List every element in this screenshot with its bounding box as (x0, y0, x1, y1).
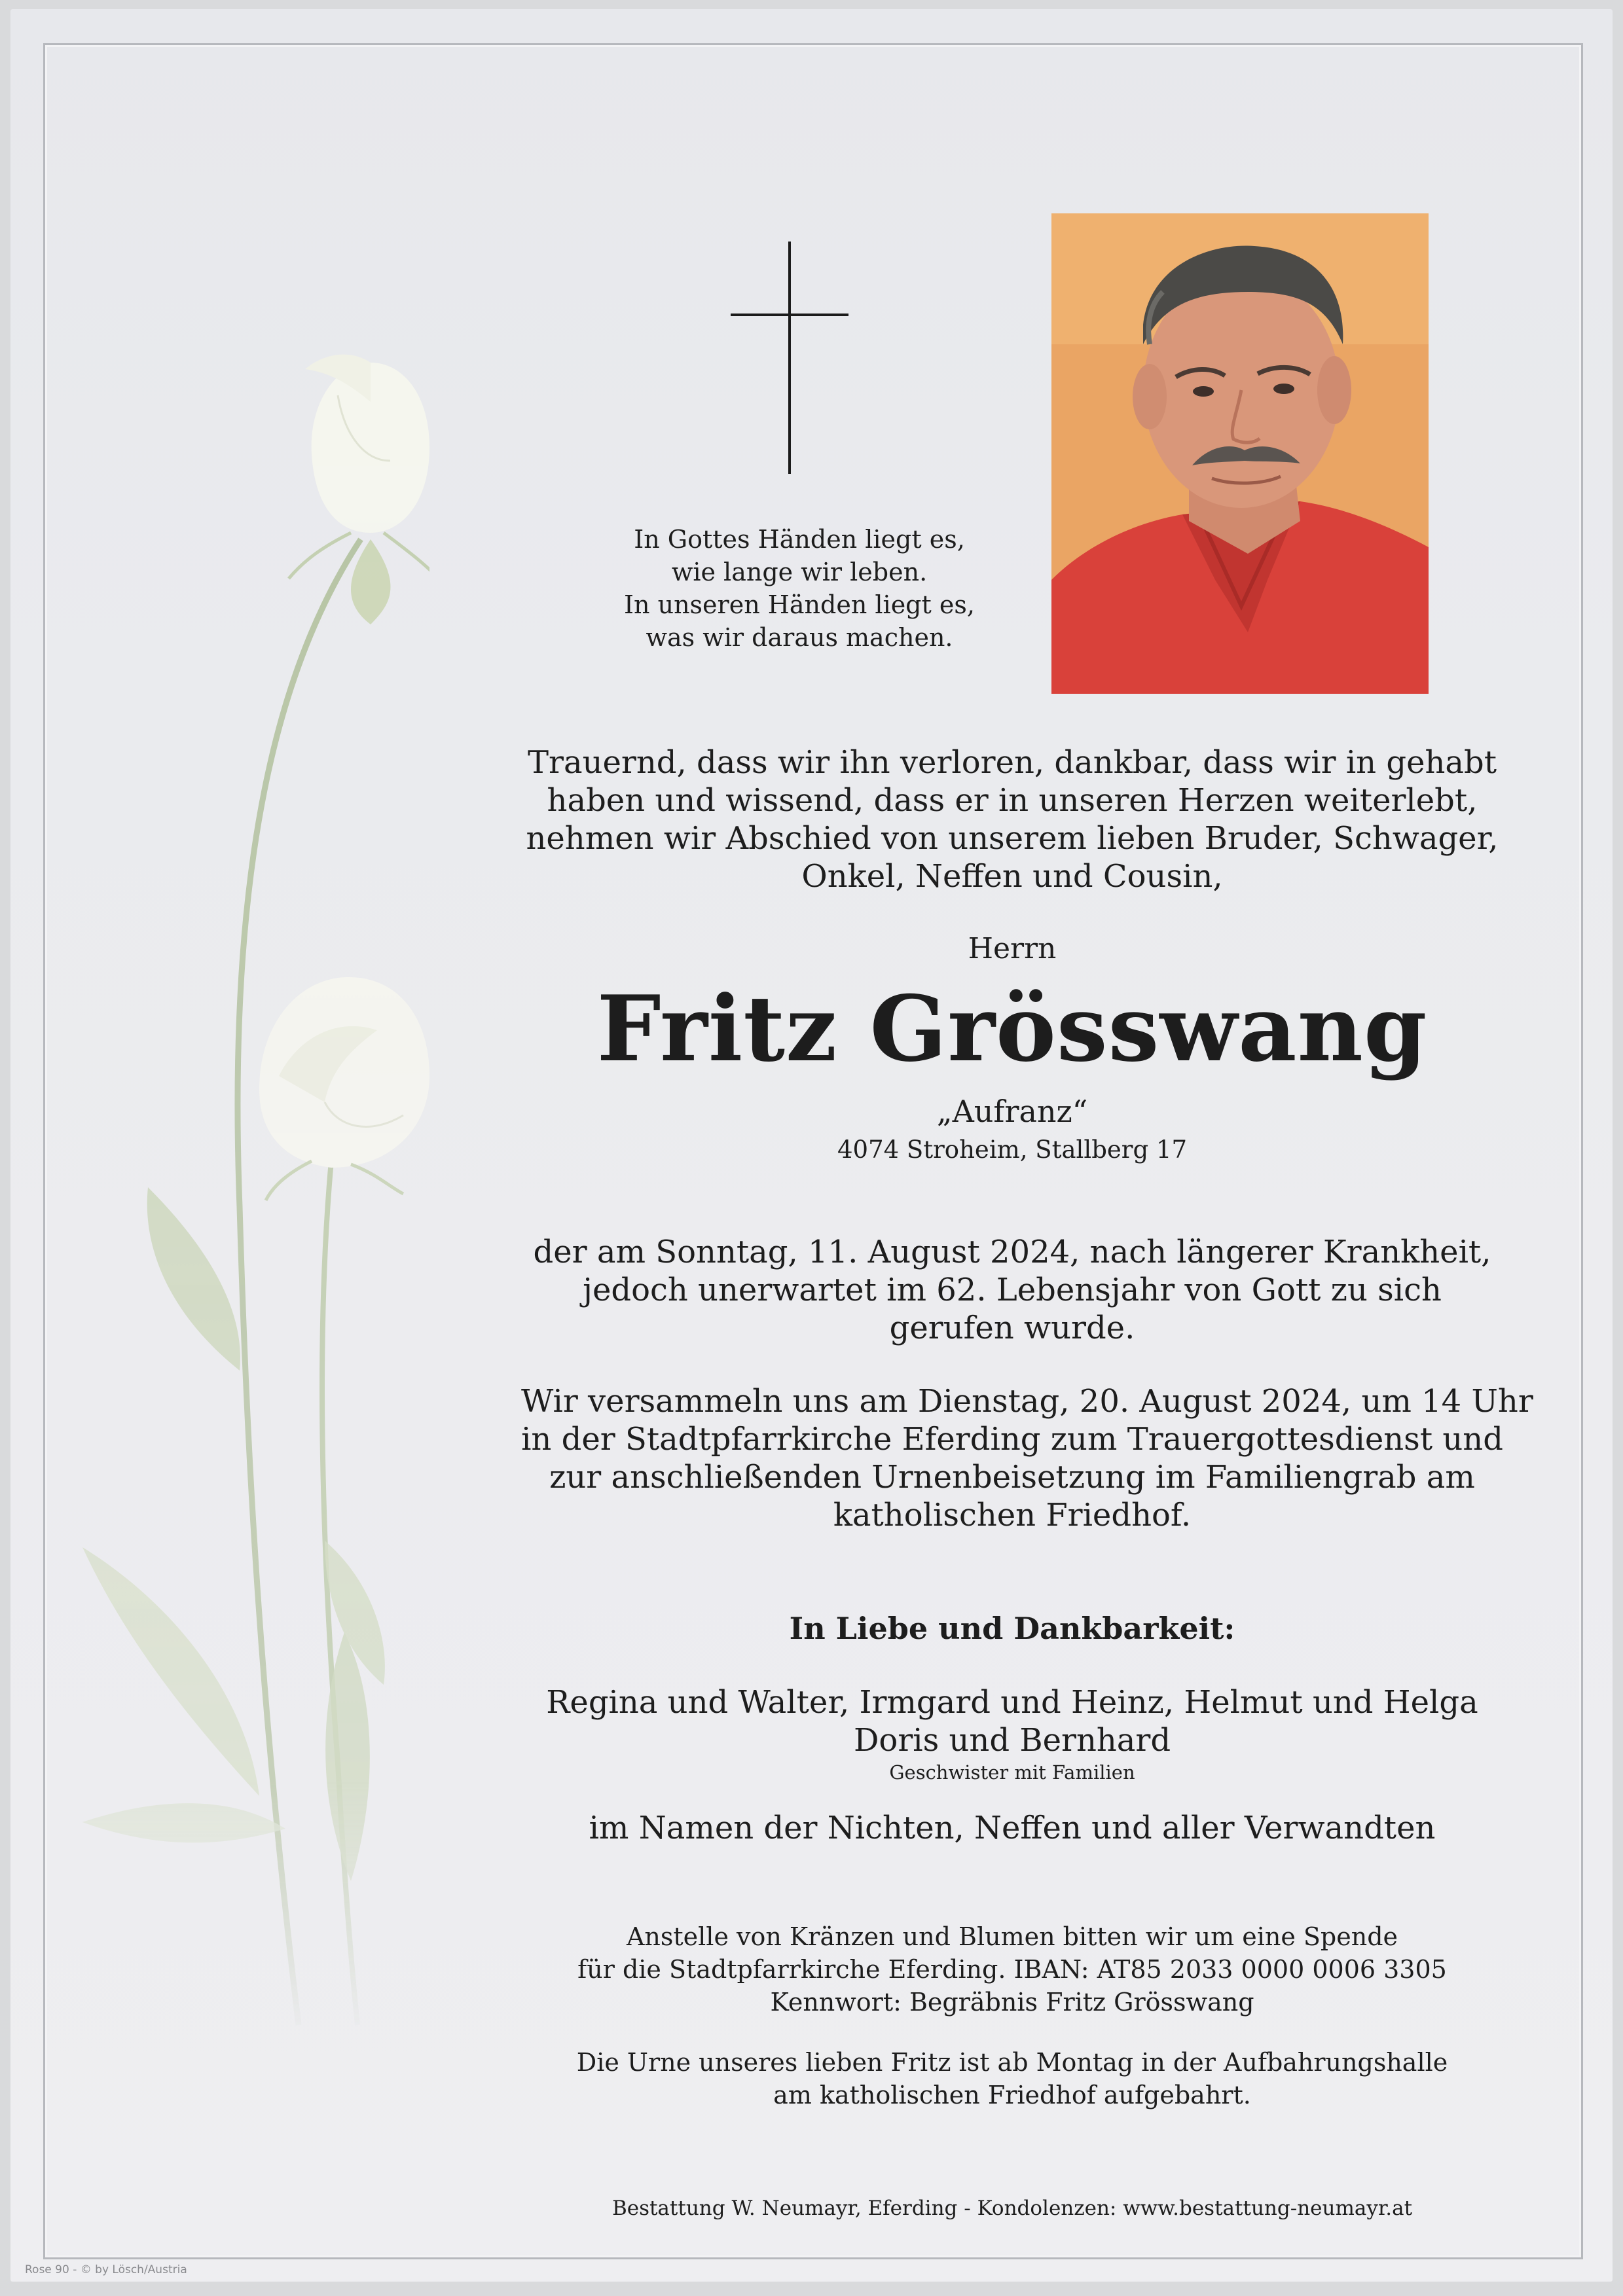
motto-line: In unseren Händen liegt es, (624, 590, 975, 619)
motto-line: In Gottes Händen liegt es, (634, 525, 965, 554)
urn-notice (521, 2046, 1503, 2111)
image-credit: Rose 90 - © by Lösch/Austria (25, 2263, 187, 2276)
urn-line: am katholischen Friedhof aufgebahrt. (773, 2081, 1251, 2109)
nickname: „Aufranz“ (936, 1094, 1088, 1129)
service-notice (521, 1382, 1533, 1534)
mourners-note: Geschwister mit Familien (889, 1761, 1135, 1784)
donation-notice (521, 1920, 1503, 2018)
cross-icon (731, 242, 848, 477)
death-line: der am Sonntag, 11. August 2024, nach längerer Krankheit, (533, 1234, 1491, 1270)
mourners-line: Doris und Bernhard (853, 1722, 1171, 1759)
address: 4074 Stroheim, Stallberg 17 (837, 1136, 1187, 1164)
motto (570, 523, 1029, 654)
urn-line: Die Urne unseres lieben Fritz ist ab Montag in der Aufbahrungshalle (576, 2048, 1448, 2077)
mourners-names (521, 1683, 1503, 1759)
mourners-line: Regina und Walter, Irmgard und Heinz, Helmut und Helga (546, 1684, 1478, 1721)
intro-line: Trauernd, dass wir ihn verloren, dankbar, dass wir in gehabt (527, 744, 1497, 781)
intro-paragraph (521, 744, 1503, 895)
death-line: jedoch unerwartet im 62. Lebensjahr von Gott zu sich (583, 1272, 1442, 1308)
funeral-home-footer: Bestattung W. Neumayr, Eferding - Kondolenzen: www.bestattung-neumayr.at (611, 2197, 1413, 2220)
service-line: katholischen Friedhof. (833, 1497, 1192, 1534)
donation-line: Anstelle von Kränzen und Blumen bitten wir um eine Spende (626, 1922, 1398, 1951)
mourners-heading: In Liebe und Dankbarkeit: (789, 1611, 1235, 1646)
intro-line: nehmen wir Abschied von unserem lieben Bruder, Schwager, (526, 820, 1499, 857)
portrait-photo (1051, 213, 1429, 694)
intro-line: Onkel, Neffen und Cousin, (801, 858, 1223, 895)
motto-line: wie lange wir leben. (671, 558, 928, 586)
motto-line: was wir daraus machen. (646, 623, 953, 652)
death-line: gerufen wurde. (889, 1310, 1135, 1346)
obituary-sheet (10, 9, 1613, 2282)
relatives-line: im Namen der Nichten, Neffen und aller Verwandten (589, 1810, 1436, 1846)
donation-line: für die Stadtpfarrkirche Eferding. IBAN: AT85 2033 0000 0006 3305 (577, 1955, 1447, 1984)
rose-illustration (63, 323, 429, 2038)
donation-line: Kennwort: Begräbnis Fritz Grösswang (770, 1988, 1254, 2017)
intro-line: haben und wissend, dass er in unseren Herzen weiterlebt, (547, 782, 1478, 819)
death-notice (521, 1233, 1503, 1347)
deceased-name: Fritz Grösswang (596, 975, 1428, 1082)
salutation: Herrn (968, 932, 1057, 965)
service-line: Wir versammeln uns am Dienstag, 20. August 2024, um 14 Uhr (521, 1383, 1533, 1420)
service-line: zur anschließenden Urnenbeisetzung im Familiengrab am (549, 1459, 1475, 1496)
service-line: in der Stadtpfarrkirche Eferding zum Trauergottesdienst und (521, 1421, 1503, 1458)
